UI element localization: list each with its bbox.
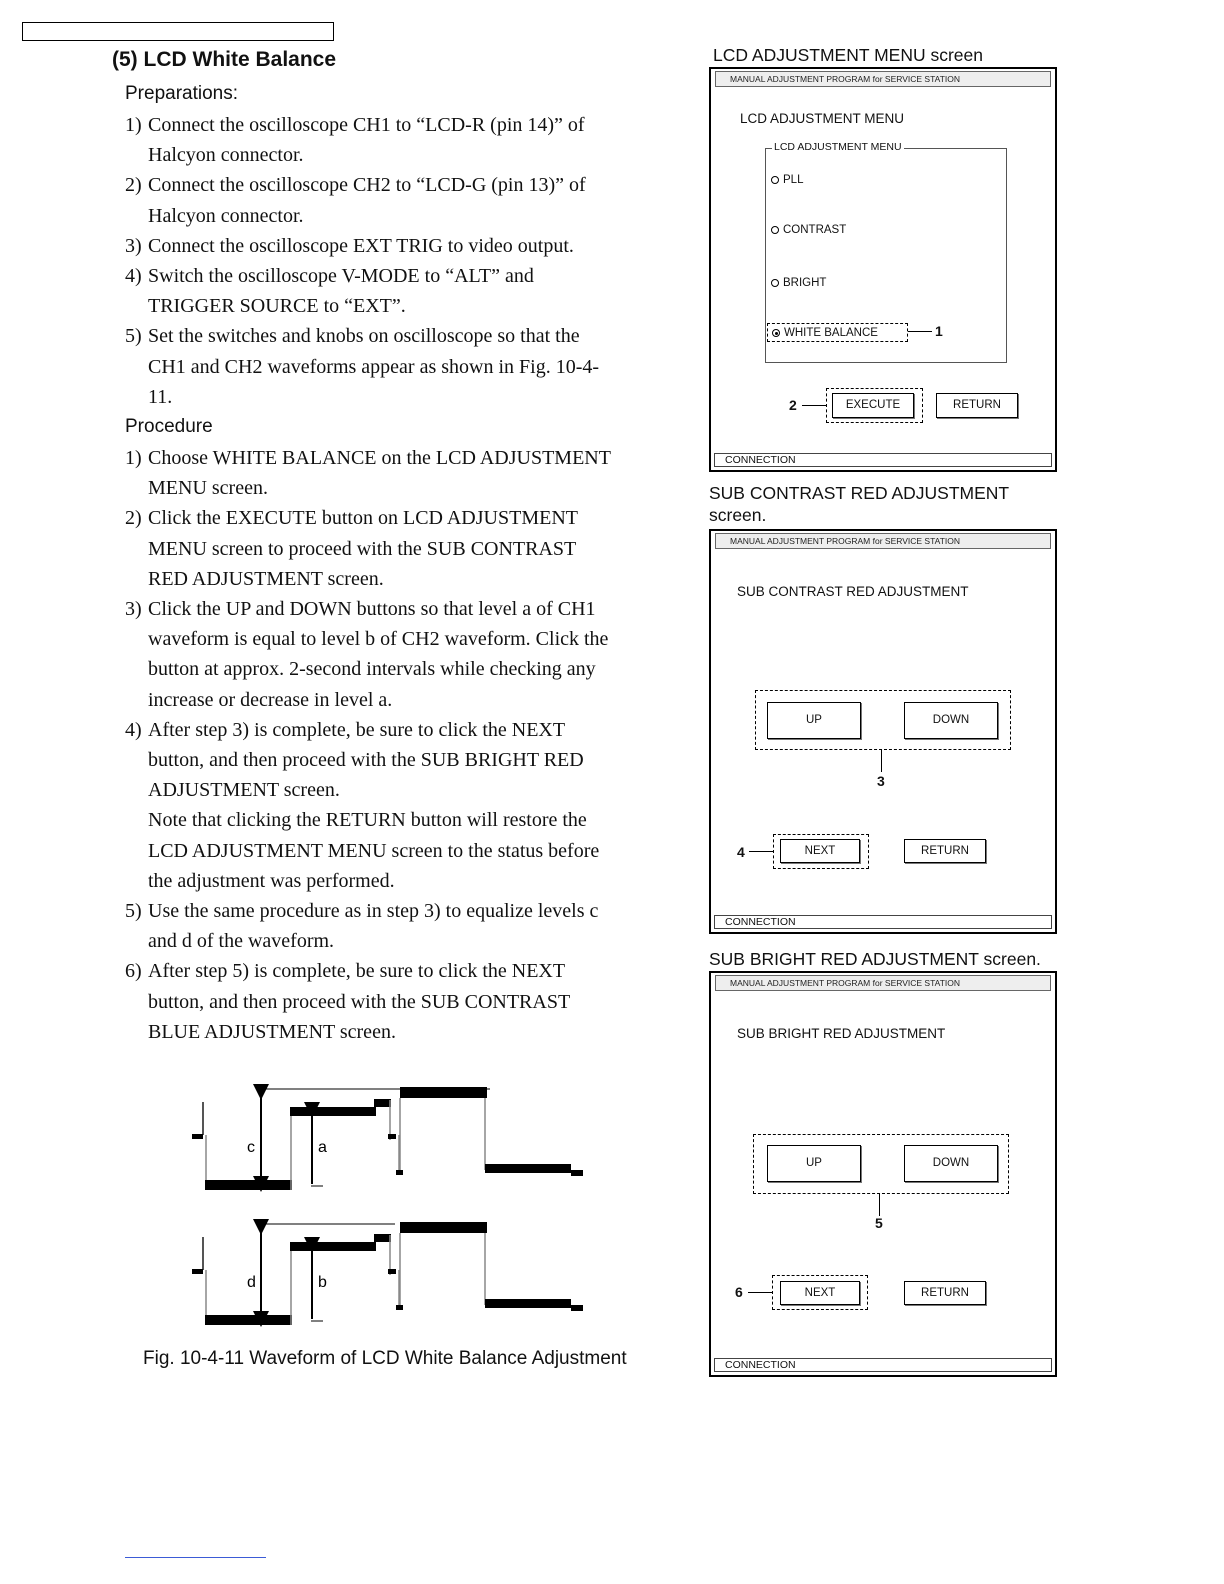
step-line: Note that clicking the RETURN button will restore the [148, 809, 587, 832]
callout-3: 3 [877, 773, 885, 789]
step-number: 1) [125, 114, 142, 136]
connection-bar: CONNECTION [714, 915, 1052, 929]
step-line: waveform is equal to level b of CH2 waveform. Click the [148, 628, 609, 651]
step-line: button, and then proceed with the SUB CONTRAST [148, 990, 571, 1013]
step-line: Choose WHITE BALANCE on the LCD ADJUSTMENT [148, 447, 611, 469]
connection-bar: CONNECTION [714, 1358, 1052, 1372]
step-line: Use the same procedure as in step 3) to equalize levels c [148, 900, 599, 922]
radio-selected-icon [772, 329, 780, 337]
section-heading: (5) LCD White Balance [112, 48, 337, 71]
sub-contrast-window [709, 529, 1057, 934]
procedure-step [125, 715, 685, 896]
procedure-step [125, 956, 685, 1047]
lcd-menu-title: LCD ADJUSTMENT MENU [740, 111, 905, 126]
next-button[interactable]: NEXT [780, 1281, 860, 1305]
callout-4: 4 [737, 844, 745, 860]
sub-bright-title: SUB BRIGHT RED ADJUSTMENT [737, 1026, 946, 1041]
preparations-label: Preparations: [125, 83, 239, 104]
step-line: increase or decrease in level a. [148, 688, 393, 711]
step-line: Connect the oscilloscope CH1 to “LCD-R (pin 14)” of [148, 114, 585, 136]
step-line: Set the switches and knobs on oscilloscope so that the [148, 325, 580, 348]
step-line: Halcyon connector. [148, 144, 304, 167]
sub-contrast-title: SUB CONTRAST RED ADJUSTMENT [737, 584, 969, 599]
preparation-step [125, 321, 685, 412]
header-box [22, 22, 334, 41]
callout-6: 6 [735, 1284, 743, 1300]
radio-white-balance[interactable]: WHITE BALANCE [772, 327, 878, 339]
window-header: MANUAL ADJUSTMENT PROGRAM for SERVICE STATION [715, 975, 1051, 991]
step-line: Connect the oscilloscope CH2 to “LCD-G (pin 13)” of [148, 174, 586, 197]
group-label: LCD ADJUSTMENT MENU [774, 141, 902, 153]
return-button[interactable]: RETURN [904, 1281, 986, 1305]
step-line: 11. [148, 385, 173, 408]
step-line: Halcyon connector. [148, 204, 304, 227]
up-button[interactable]: UP [767, 702, 861, 739]
step-line: LCD ADJUSTMENT MENU screen to the status before [148, 839, 600, 862]
execute-button[interactable]: EXECUTE [832, 393, 914, 418]
ch1-waveform [192, 1087, 583, 1190]
waveform-figure [185, 1080, 595, 1330]
step-number: 4) [125, 718, 142, 741]
step-line: TRIGGER SOURCE to “EXT”. [148, 295, 406, 318]
step-line: CH1 and CH2 waveforms appear as shown in Fig. 10-4- [148, 355, 600, 378]
window-header: MANUAL ADJUSTMENT PROGRAM for SERVICE STATION [715, 71, 1051, 87]
step-line: After step 5) is complete, be sure to click the NEXT [148, 960, 566, 983]
step-number: 2) [125, 507, 142, 530]
preparation-step [125, 261, 685, 321]
step-line: RED ADJUSTMENT screen. [148, 567, 384, 590]
step-line: Click the UP and DOWN buttons so that level a of CH1 [148, 598, 596, 620]
radio-circle-icon [771, 226, 779, 234]
step-line: Switch the oscilloscope V-MODE to “ALT” and [148, 265, 534, 287]
sub-contrast-caption: SUB CONTRAST RED ADJUSTMENT screen. [709, 483, 1010, 525]
callout-5: 5 [875, 1215, 883, 1231]
sub-bright-caption: SUB BRIGHT RED ADJUSTMENT screen. [709, 949, 1041, 969]
step-line: the adjustment was performed. [148, 869, 395, 892]
figure-caption: Fig. 10-4-11 Waveform of LCD White Balance Adjustment [143, 1348, 627, 1369]
lcd-menu-window [709, 67, 1057, 472]
down-button[interactable]: DOWN [904, 702, 998, 739]
step-line: MENU screen to proceed with the SUB CONTRAST [148, 537, 577, 560]
connection-bar: CONNECTION [714, 453, 1052, 467]
procedure-step [125, 594, 685, 715]
step-line: button at approx. 2-second intervals while checking any [148, 658, 596, 681]
step-line: MENU screen. [148, 477, 268, 500]
down-button[interactable]: DOWN [904, 1145, 998, 1182]
step-number: 4) [125, 265, 142, 287]
footer-rule [125, 1557, 266, 1558]
step-line: Click the EXECUTE button on LCD ADJUSTMENT [148, 507, 578, 530]
return-button[interactable]: RETURN [936, 393, 1018, 418]
callout-1: 1 [935, 323, 943, 339]
radio-bright[interactable]: BRIGHT [771, 277, 826, 289]
label-a: a [318, 1139, 327, 1156]
label-c: c [247, 1139, 255, 1156]
label-d: d [247, 1274, 256, 1291]
procedure-step [125, 503, 685, 594]
step-line: After step 3) is complete, be sure to click the NEXT [148, 718, 566, 741]
radio-circle-icon [771, 279, 779, 287]
step-number: 3) [125, 234, 142, 257]
procedure-label: Procedure [125, 416, 213, 437]
window-header: MANUAL ADJUSTMENT PROGRAM for SERVICE STATION [715, 533, 1051, 549]
lcd-menu-caption: LCD ADJUSTMENT MENU screen [713, 45, 984, 65]
step-line: Connect the oscilloscope EXT TRIG to video output. [148, 234, 574, 257]
radio-pll[interactable]: PLL [771, 174, 803, 186]
sub-bright-window [709, 971, 1057, 1377]
return-button[interactable]: RETURN [904, 839, 986, 863]
step-line: button, and then proceed with the SUB BRIGHT RED [148, 749, 584, 771]
step-number: 3) [125, 598, 142, 620]
step-number: 2) [125, 174, 142, 197]
preparation-step [125, 231, 685, 261]
preparation-step [125, 170, 685, 230]
up-button[interactable]: UP [767, 1145, 861, 1182]
label-b: b [318, 1274, 327, 1291]
callout-2: 2 [789, 397, 797, 413]
procedure-step [125, 896, 685, 956]
step-number: 1) [125, 447, 142, 469]
step-number: 5) [125, 325, 142, 348]
step-line: BLUE ADJUSTMENT screen. [148, 1020, 396, 1043]
step-line: ADJUSTMENT screen. [148, 779, 340, 802]
radio-contrast[interactable]: CONTRAST [771, 224, 846, 236]
procedure-step [125, 443, 685, 503]
preparation-step [125, 110, 685, 170]
radio-circle-icon [771, 176, 779, 184]
next-button[interactable]: NEXT [780, 839, 860, 863]
step-number: 6) [125, 960, 142, 983]
step-line: and d of the waveform. [148, 930, 335, 953]
step-number: 5) [125, 900, 142, 922]
ch2-waveform [192, 1222, 583, 1325]
